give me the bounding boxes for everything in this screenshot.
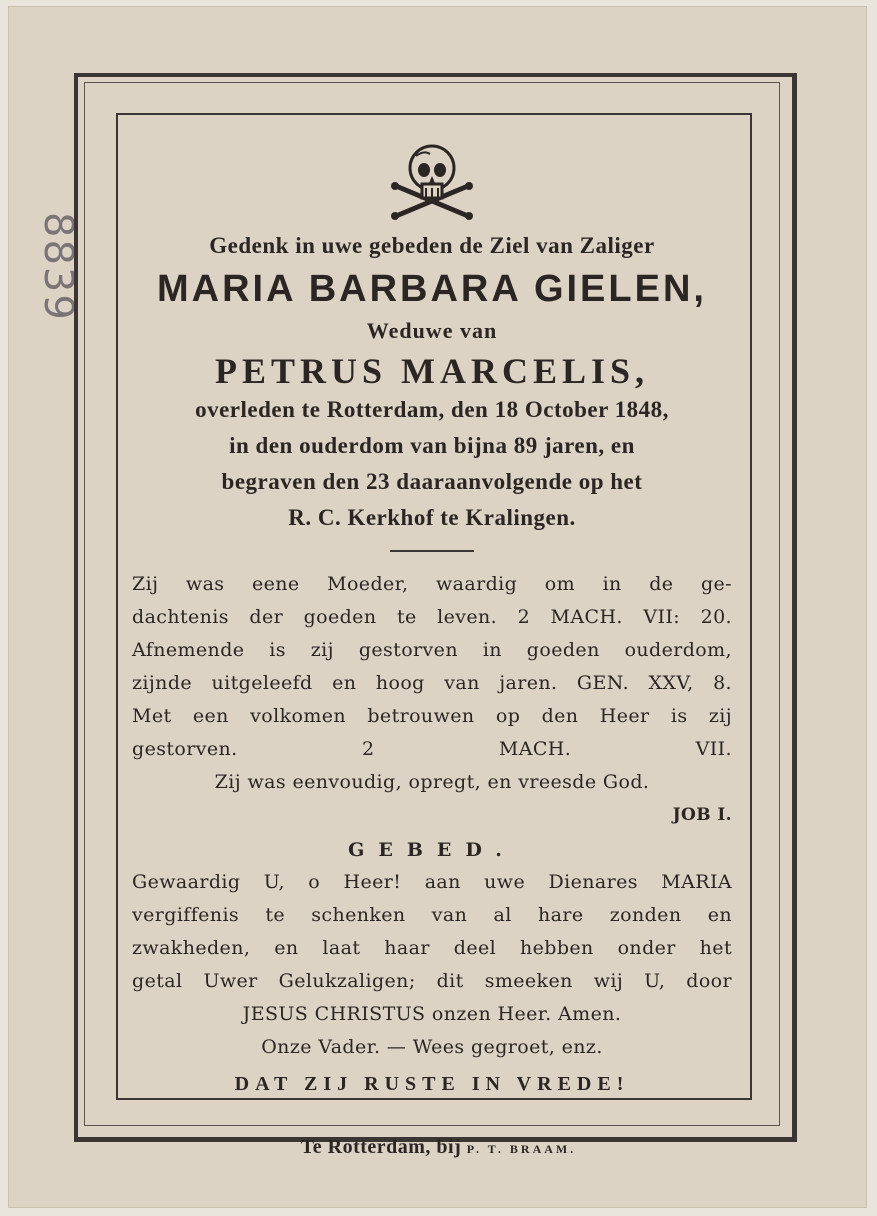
intro-line: Gedenk in uwe gebeden de Ziel van Zaliger bbox=[209, 233, 655, 258]
death-line: begraven den 23 daaraanvolgende op het bbox=[221, 469, 643, 494]
verse-line: gestorven. 2 MACH. VII. bbox=[132, 738, 732, 760]
prayer-title: GEBED. bbox=[348, 839, 516, 861]
divider-rule bbox=[390, 550, 474, 552]
imprint-printer: P. T. BRAAM. bbox=[466, 1142, 577, 1156]
verse-line: Met een volkomen betrouwen op den Heer is zij bbox=[132, 705, 732, 727]
closing-line: DAT ZIJ RUSTE IN VREDE! bbox=[234, 1073, 630, 1095]
verse-line: Afnemende is zij gestorven in goeden ouderdom, bbox=[132, 639, 732, 661]
skull-crossbones-icon bbox=[390, 142, 474, 220]
deceased-name: MARIA BARBARA GIELEN, bbox=[157, 268, 707, 310]
prayer-line: JESUS CHRISTUS onzen Heer. Amen. bbox=[242, 1003, 622, 1025]
verse-line: dachtenis der goeden te leven. 2 MACH. VII: 20. bbox=[132, 606, 732, 628]
verse-line: Zij was eene Moeder, waardig om in de ge- bbox=[132, 573, 732, 595]
verse-line: Zij was eenvoudig, opregt, en vreesde God. bbox=[214, 771, 650, 793]
imprint-prefix: Te Rotterdam, bij bbox=[300, 1136, 462, 1158]
death-line: R. C. Kerkhof te Kralingen. bbox=[288, 505, 576, 530]
prayer-line: Gewaardig U, o Heer! aan uwe Dienares MARIA bbox=[132, 871, 732, 893]
card-content bbox=[128, 132, 736, 1104]
husband-name: PETRUS MARCELIS, bbox=[214, 351, 650, 391]
verse-line: zijnde uitgeleefd en hoog van jaren. GEN. XXV, 8. bbox=[132, 672, 732, 694]
verse-reference: JOB I. bbox=[672, 805, 732, 825]
printer-imprint bbox=[0, 1136, 877, 1159]
prayer-line: vergiffenis te schenken van al hare zonden en bbox=[132, 904, 732, 926]
widow-of-line: Weduwe van bbox=[366, 318, 498, 343]
handwritten-number: 8839 bbox=[35, 212, 81, 322]
death-line: overleden te Rotterdam, den 18 October 1848, bbox=[195, 397, 669, 422]
death-line: in den ouderdom van bijna 89 jaren, en bbox=[229, 433, 635, 458]
prayer-line: getal Uwer Gelukzaligen; dit smeeken wij U, door bbox=[132, 970, 732, 992]
prayer-line: zwakheden, en laat haar deel hebben onder het bbox=[132, 937, 732, 959]
prayers-named: Onze Vader. — Wees gegroet, enz. bbox=[261, 1036, 603, 1058]
